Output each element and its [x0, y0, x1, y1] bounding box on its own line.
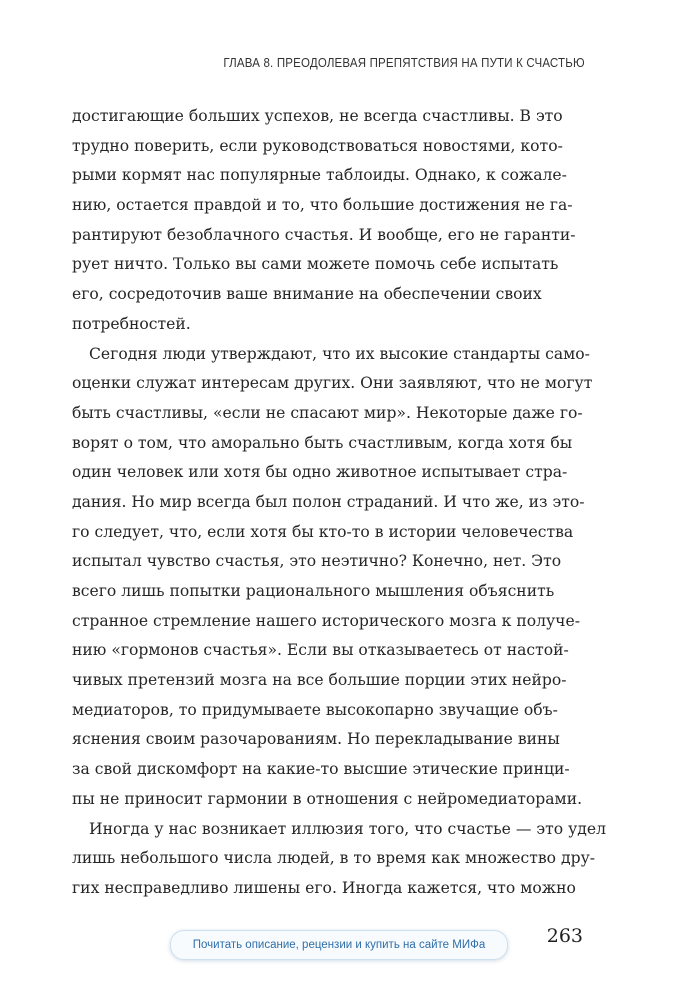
text-line: трудно поверить, если руководствоваться новостями, кото- — [72, 136, 563, 155]
text-line: лишь небольшого числа людей, в то время как множество дру- — [72, 849, 596, 868]
text-line: испытал чувство счастья, это неэтично? Конечно, нет. Это — [72, 552, 562, 571]
text-line: оценки служат интересам других. Они заявляют, что не могут — [72, 374, 593, 393]
text-line: чивых претензий мозга на все большие порции этих нейро- — [72, 671, 567, 690]
text-line: быть счастливы, «если не спасают мир». Некоторые даже го- — [72, 403, 583, 422]
text-line: один человек или хотя бы одно животное испытывает стра- — [72, 463, 568, 482]
text-line: яснения своим разочарованиям. Но перекладывание вины — [72, 730, 560, 749]
text-line: го следует, что, если хотя бы кто-то в истории человечества — [72, 522, 574, 541]
text-line: нию, остается правдой и то, что большие достижения не га- — [72, 196, 573, 215]
text-line: медиаторов, то придумываете высокопарно звучащие объ- — [72, 700, 558, 719]
text-line: нию «гормонов счастья». Если вы отказываетесь от настой- — [72, 641, 569, 660]
body-text — [72, 102, 612, 904]
paragraph-start-line: Сегодня люди утверждают, что их высокие стандарты само- — [89, 344, 590, 363]
text-line: достигающие больших успехов, не всегда счастливы. В это — [72, 107, 563, 125]
buy-book-link[interactable]: Почитать описание, рецензии и купить на сайте МИФа — [170, 930, 508, 960]
text-line: ворят о том, что аморально быть счастливым, когда хотя бы — [72, 433, 573, 452]
text-line: потребностей. — [72, 314, 191, 333]
text-line: гих несправедливо лишены его. Иногда кажется, что можно — [72, 878, 576, 897]
text-line: рантируют безоблачного счастья. И вообще, его не гаранти- — [72, 225, 576, 244]
running-head: ГЛАВА 8. ПРЕОДОЛЕВАЯ ПРЕПЯТСТВИЯ НА ПУТИ К СЧАСТЬЮ — [223, 56, 585, 70]
text-line: его, сосредоточив ваше внимание на обеспечении своих — [72, 285, 542, 304]
text-line: всего лишь попытки рационального мышления объяснить — [72, 582, 555, 600]
text-line: пы не приносит гармонии в отношения с нейромедиаторами. — [72, 789, 583, 808]
text-line: дания. Но мир всегда был полон страданий. И что же, из это- — [72, 492, 585, 511]
text-line: за свой дискомфорт на какие-то высшие этические принци- — [72, 760, 570, 779]
paragraph-start-line: Иногда у нас возникает иллюзия того, что счастье — это удел — [89, 819, 607, 838]
text-line: странное стремление нашего исторического мозга к получе- — [72, 611, 580, 630]
page-number: 263 — [546, 925, 583, 947]
text-line: рыми кормят нас популярные таблоиды. Однако, к сожале- — [72, 166, 567, 185]
text-line: рует ничто. Только вы сами можете помочь себе испытать — [72, 255, 559, 274]
